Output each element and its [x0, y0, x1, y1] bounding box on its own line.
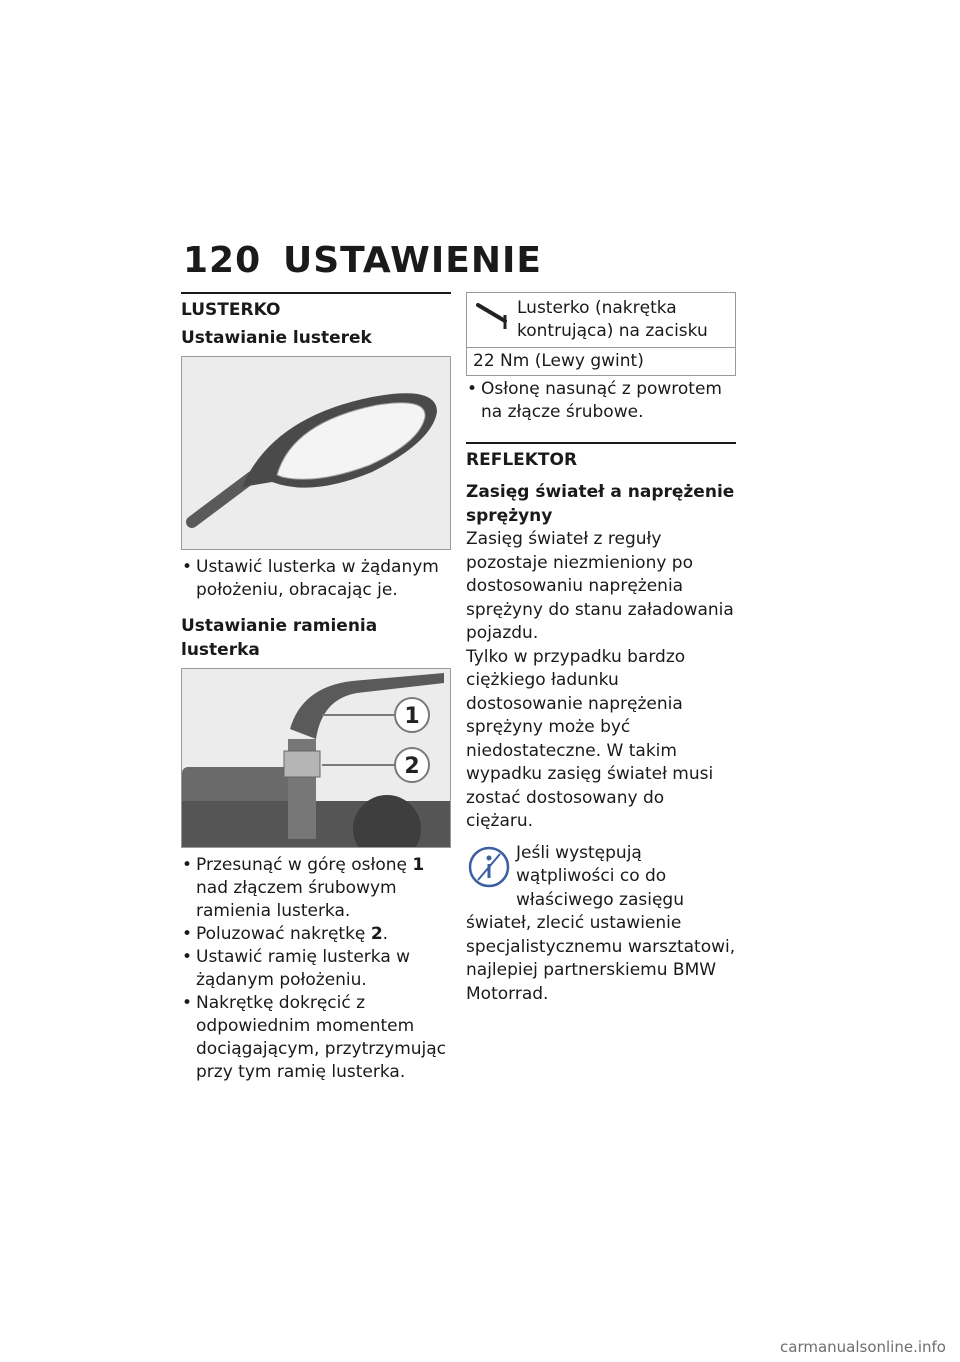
- torque-spec-label: Lusterko (nakrętka kontrująca) na zacisku: [517, 298, 708, 341]
- list-item: • Przesunąć w górę osłonę 1 nad złączem śrubowym ramienia lusterka.: [181, 854, 451, 923]
- section-rule: [466, 442, 736, 444]
- wrench-icon: [475, 301, 513, 331]
- torque-spec-box: [466, 292, 736, 376]
- subsection-title-mirror-adjust: Ustawianie lusterek: [181, 328, 372, 348]
- mirror-steps: [181, 556, 451, 602]
- mirror-figure: [181, 356, 451, 550]
- mirror-arm-illustration: [182, 669, 450, 847]
- mirror-illustration: [182, 357, 450, 549]
- section-title-reflektor: REFLEKTOR: [466, 450, 578, 470]
- torque-spec-header: [467, 293, 735, 348]
- cover-steps: [466, 378, 736, 424]
- list-item: • Ustawić ramię lusterka w żądanym położeniu.: [181, 946, 451, 992]
- section-title-lusterko: LUSTERKO: [181, 300, 281, 320]
- list-item: • Ustawić lusterka w żądanym położeniu, obracając je.: [181, 556, 451, 602]
- paragraph: Zasięg świateł z reguły pozostaje niezmieniony po dostosowaniu naprężenia sprężyny do stanu załadowania pojazdu.: [466, 529, 734, 643]
- page-header: [183, 240, 542, 281]
- left-column: [181, 292, 451, 1084]
- section-rule: [181, 292, 451, 294]
- info-note-text: Jeśli występują wątpliwości co do właściwego zasięgu świateł, zlecić ustawienie specjalistycznemu warsztatowi, najlepiej partnerskiemu BMW Motorrad.: [466, 842, 736, 1004]
- callout-2: 2: [404, 754, 420, 779]
- subsection-title-headlight-range: Zasięg świateł a naprężenie sprężyny: [466, 482, 735, 526]
- arm-steps: [181, 854, 451, 1084]
- list-item: • Poluzować nakrętkę 2.: [181, 923, 451, 946]
- watermark: carmanualsonline.info: [780, 1338, 946, 1356]
- info-icon: [466, 844, 512, 890]
- mirror-arm-figure: [181, 668, 451, 848]
- right-column: [466, 292, 736, 1006]
- chapter-title: USTAWIENIE: [283, 240, 542, 281]
- list-item: • Osłonę nasunąć z powrotem na złącze śrubowe.: [466, 378, 736, 424]
- paragraph: Tylko w przypadku bardzo ciężkiego ładunku dostosowanie naprężenia sprężyny może być niedostateczne. W takim wypadku zasięg świateł musi zostać dostosowany do ciężaru.: [466, 646, 714, 831]
- subsection-title-arm-adjust: Ustawianie ramienia lusterka: [181, 616, 378, 660]
- page-number: 120: [183, 240, 262, 281]
- callout-1: 1: [404, 704, 420, 729]
- info-note: [466, 842, 736, 1007]
- list-item: • Nakrętkę dokręcić z odpowiednim momentem dociągającym, przytrzymując przy tym ramię lusterka.: [181, 992, 451, 1084]
- torque-spec-value: 22 Nm (Lewy gwint): [473, 351, 644, 371]
